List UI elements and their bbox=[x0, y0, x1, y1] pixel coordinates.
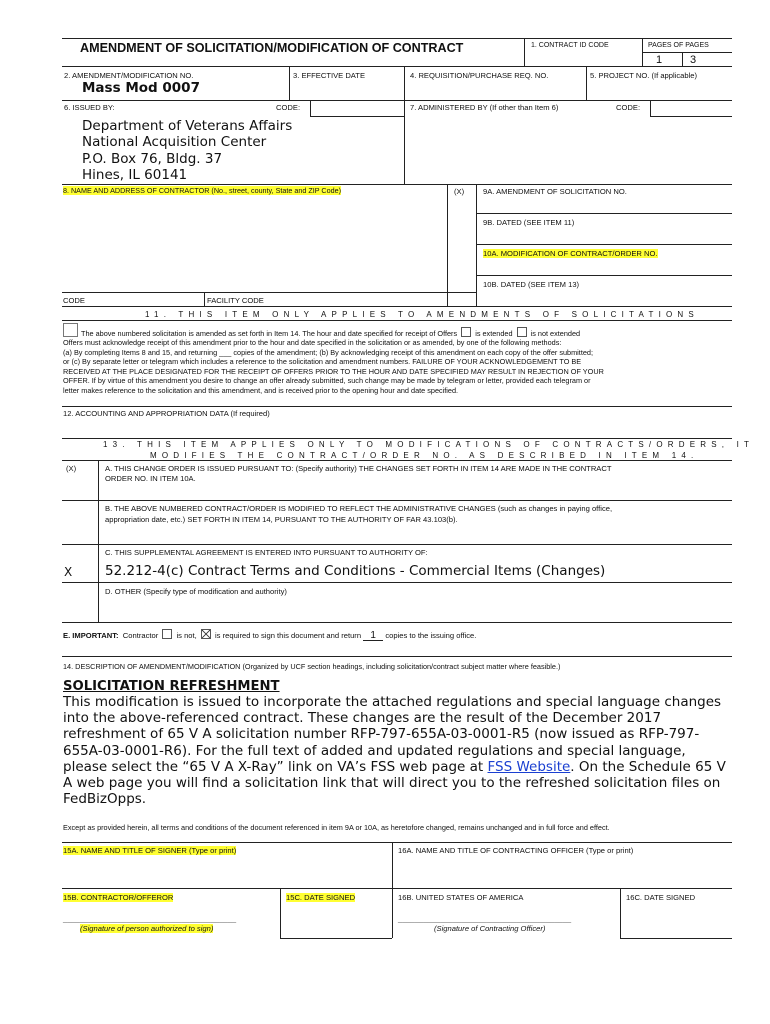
item13-header-1: 13. THIS ITEM APPLIES ONLY TO MODIFICATIONS OF CONTRACTS/ORDERS, IT bbox=[103, 440, 755, 449]
issuer-line: Department of Veterans Affairs bbox=[82, 118, 293, 134]
is-required-checkbox[interactable] bbox=[201, 629, 211, 639]
x-column-header: (X) bbox=[454, 187, 465, 196]
rule bbox=[62, 544, 732, 545]
form-title: AMENDMENT OF SOLICITATION/MODIFICATION OF CONTRACT bbox=[80, 41, 464, 55]
box10b-label: 10B. DATED (SEE ITEM 13) bbox=[483, 280, 580, 289]
important-suffix: copies to the issuing office. bbox=[385, 631, 477, 640]
important-row bbox=[63, 629, 476, 641]
item13-a-line1: A. THIS CHANGE ORDER IS ISSUED PURSUANT TO: (Specify authority) THE CHANGES SET FORTH IN ITEM 14 ARE MADE IN THE CONTRACT bbox=[105, 464, 612, 473]
contractor-code-label: CODE bbox=[63, 296, 85, 305]
box5-label: 5. PROJECT NO. (If applicable) bbox=[590, 71, 698, 80]
rule bbox=[310, 100, 311, 116]
item14-body bbox=[63, 694, 731, 807]
rule bbox=[447, 184, 448, 306]
item11-line: (a) By completing Items 8 and 15, and returning ___ copies of the amendment; (b) By acknowledging receipt of this amendment on each copy of the offer submitted; bbox=[63, 347, 594, 357]
rule bbox=[404, 66, 405, 184]
issuer-line: National Acquisition Center bbox=[82, 134, 267, 151]
x-mark-icon bbox=[202, 630, 210, 638]
rule bbox=[289, 66, 290, 100]
box1-label: 1. CONTRACT ID CODE bbox=[531, 42, 609, 49]
rule bbox=[620, 938, 732, 939]
box10a-label: 10A. MODIFICATION OF CONTRACT/ORDER NO. bbox=[483, 249, 658, 258]
box16b-label: 16B. UNITED STATES OF AMERICA bbox=[398, 893, 524, 902]
rule bbox=[62, 622, 732, 623]
rule bbox=[280, 888, 281, 938]
box16c-label: 16C. DATE SIGNED bbox=[626, 893, 696, 902]
item13-c-label: C. THIS SUPPLEMENTAL AGREEMENT IS ENTERED INTO PURSUANT TO AUTHORITY OF: bbox=[105, 548, 428, 557]
rule bbox=[62, 66, 732, 67]
rule bbox=[682, 52, 683, 66]
rule bbox=[62, 500, 732, 501]
box6-label: 6. ISSUED BY: bbox=[64, 103, 115, 112]
rule bbox=[392, 842, 393, 938]
item11-header: 11. THIS ITEM ONLY APPLIES TO AMENDMENTS OF SOLICITATIONS bbox=[145, 310, 699, 319]
rule bbox=[476, 275, 732, 276]
rule bbox=[62, 100, 732, 101]
item13-d-label: D. OTHER (Specify type of modification and authority) bbox=[105, 587, 287, 596]
rule bbox=[62, 292, 476, 293]
rule bbox=[650, 116, 732, 117]
item13-b-line1: B. THE ABOVE NUMBERED CONTRACT/ORDER IS MODIFIED TO REFLECT THE ADMINISTRATIVE CHANGES (such as changes in paying office, bbox=[105, 504, 613, 513]
item11-line: letter makes reference to the solicitation and this amendment, and is received prior to the opening hour and date specified. bbox=[63, 385, 459, 395]
contractor-signature-caption: (Signature of person authorized to sign) bbox=[80, 924, 214, 933]
rule bbox=[62, 184, 732, 185]
rule bbox=[650, 100, 651, 116]
rule bbox=[62, 460, 732, 461]
box7-label: 7. ADMINISTERED BY (If other than Item 6) bbox=[410, 103, 559, 112]
extended-label: is extended bbox=[475, 329, 513, 338]
box4-label: 4. REQUISITION/PURCHASE REQ. NO. bbox=[410, 71, 549, 80]
contractor-signature-line[interactable]: _________________________________________ bbox=[63, 914, 237, 923]
extended-checkbox[interactable] bbox=[461, 327, 471, 337]
item14-body-text: This modification is issued to incorporate the attached regulations and special language changes into the above-referenced contract. These changes are the result of the December 2017 refreshment of 65 V A solicitation number RFP-797-655A-03-0001-R5 (now issued as RFP-797-655A-03-0001-R6). For the full text of added and updated regulations and special language, please select the “65 V A X-Ray” link on VA’s FSS web page at bbox=[63, 694, 722, 775]
issuer-line: Hines, IL 60141 bbox=[82, 167, 188, 184]
important-contractor: Contractor bbox=[122, 631, 159, 640]
rule bbox=[62, 438, 732, 439]
rule bbox=[62, 406, 732, 407]
box6-code-label: CODE: bbox=[276, 103, 301, 112]
item11-line: OFFER. If by virtue of this amendment you desire to change an offer already submitted, such change may be made by telegram or letter, provided each telegram or bbox=[63, 376, 591, 386]
box8-label: 8. NAME AND ADDRESS OF CONTRACTOR (No., street, county, State and ZIP Code) bbox=[63, 186, 342, 195]
item13-a-line2: ORDER NO. IN ITEM 10A. bbox=[105, 474, 196, 483]
rule bbox=[98, 460, 99, 622]
box2-label: 2. AMENDMENT/MODIFICATION NO. bbox=[64, 71, 194, 80]
rule bbox=[476, 184, 477, 306]
rule bbox=[280, 938, 392, 939]
page-total: 3 bbox=[690, 54, 697, 66]
rule bbox=[642, 52, 732, 53]
item13-c-mark[interactable]: X bbox=[64, 565, 73, 579]
box15b-label: 15B. CONTRACTOR/OFFEROR bbox=[63, 893, 174, 902]
item14-heading: SOLICITATION REFRESHMENT bbox=[63, 679, 280, 694]
officer-signature-caption: (Signature of Contracting Officer) bbox=[434, 924, 546, 933]
issuer-address bbox=[82, 118, 292, 184]
amendment-number[interactable]: Mass Mod 0007 bbox=[82, 80, 200, 96]
rule bbox=[586, 66, 587, 100]
rule bbox=[476, 244, 732, 245]
rule bbox=[62, 842, 732, 843]
rule bbox=[62, 656, 732, 657]
not-extended-checkbox[interactable] bbox=[517, 327, 527, 337]
item12-label: 12. ACCOUNTING AND APPROPRIATION DATA (If required) bbox=[63, 409, 270, 418]
rule bbox=[62, 582, 732, 583]
important-is-required: is required to sign this document and return bbox=[215, 631, 362, 640]
not-extended-label: is not extended bbox=[530, 329, 581, 338]
item11-line: Offers must acknowledge receipt of this amendment prior to the hour and date specified in the solicitation or as amended, by one of the following methods: bbox=[63, 338, 562, 347]
item13-x-header: (X) bbox=[66, 464, 77, 473]
issuer-line: P.O. Box 76, Bldg. 37 bbox=[82, 150, 223, 167]
item14-label: 14. DESCRIPTION OF AMENDMENT/MODIFICATION (Organized by UCF section headings, including solicitation/contract subject matter where feasible.) bbox=[63, 662, 561, 671]
box7-code-label: CODE: bbox=[616, 103, 641, 112]
box15a-label: 15A. NAME AND TITLE OF SIGNER (Type or print) bbox=[63, 846, 237, 855]
important-prefix: E. IMPORTANT: bbox=[63, 631, 119, 640]
rule bbox=[620, 888, 621, 938]
item11-line: or (c) By separate letter or telegram which includes a reference to the solicitation and amendment numbers. FAILURE OF YOUR ACKNOWLEDGEMENT TO BE bbox=[63, 357, 582, 367]
item11-intro bbox=[81, 327, 580, 339]
rule bbox=[62, 306, 732, 307]
rule bbox=[476, 213, 732, 214]
officer-signature-line[interactable]: _________________________________________ bbox=[398, 914, 572, 923]
facility-code-label: FACILITY CODE bbox=[207, 296, 264, 305]
fss-website-link[interactable]: FSS Website bbox=[487, 758, 571, 775]
rule bbox=[310, 116, 404, 117]
item11-instructions bbox=[63, 338, 604, 396]
return-copies-value[interactable]: 1 bbox=[363, 631, 383, 641]
important-is-not: is not, bbox=[176, 631, 197, 640]
page-number: 1 bbox=[656, 54, 663, 66]
pages-label: PAGES OF PAGES bbox=[648, 42, 709, 49]
rule bbox=[524, 38, 525, 66]
rule bbox=[62, 888, 732, 889]
box16a-label: 16A. NAME AND TITLE OF CONTRACTING OFFICER (Type or print) bbox=[398, 846, 634, 855]
box9a-label: 9A. AMENDMENT OF SOLICITATION NO. bbox=[483, 187, 627, 196]
except-text: Except as provided herein, all terms and conditions of the document referenced in item 9A or 10A, as heretofore changed, remains unchanged and in full force and effect. bbox=[63, 823, 610, 832]
item11-line: RECEIVED AT THE PLACE DESIGNATED FOR THE RECEIPT OF OFFERS PRIOR TO THE HOUR AND DATE SPECIFIED MAY RESULT IN REJECTION OF YOUR bbox=[63, 366, 604, 376]
item11-checkbox[interactable] bbox=[63, 323, 78, 337]
box3-label: 3. EFFECTIVE DATE bbox=[293, 71, 366, 80]
item13-b-line2: appropriation date, etc.) SET FORTH IN ITEM 14, PURSUANT TO THE AUTHORITY OF FAR 43.103(b). bbox=[105, 515, 458, 524]
rule bbox=[62, 38, 732, 39]
rule bbox=[62, 320, 732, 321]
item11-intro-text: The above numbered solicitation is amended as set forth in Item 14. The hour and date specified for receipt of Offers bbox=[81, 329, 458, 338]
item13-c-authority[interactable]: 52.212-4(c) Contract Terms and Conditions - Commercial Items (Changes) bbox=[105, 563, 606, 579]
rule bbox=[204, 292, 205, 306]
item14-body-text-end: . On the Schedule 65 V A web page you will find a solicitation link that will direct you to the refreshed solicitation files on FedBizOpps. bbox=[63, 758, 726, 808]
item13-header-2: MODIFIES THE CONTRACT/ORDER NO. AS DESCRIBED IN ITEM 14. bbox=[150, 451, 699, 460]
box15c-label: 15C. DATE SIGNED bbox=[286, 893, 356, 902]
is-not-checkbox[interactable] bbox=[162, 629, 172, 639]
box9b-label: 9B. DATED (SEE ITEM 11) bbox=[483, 218, 575, 227]
